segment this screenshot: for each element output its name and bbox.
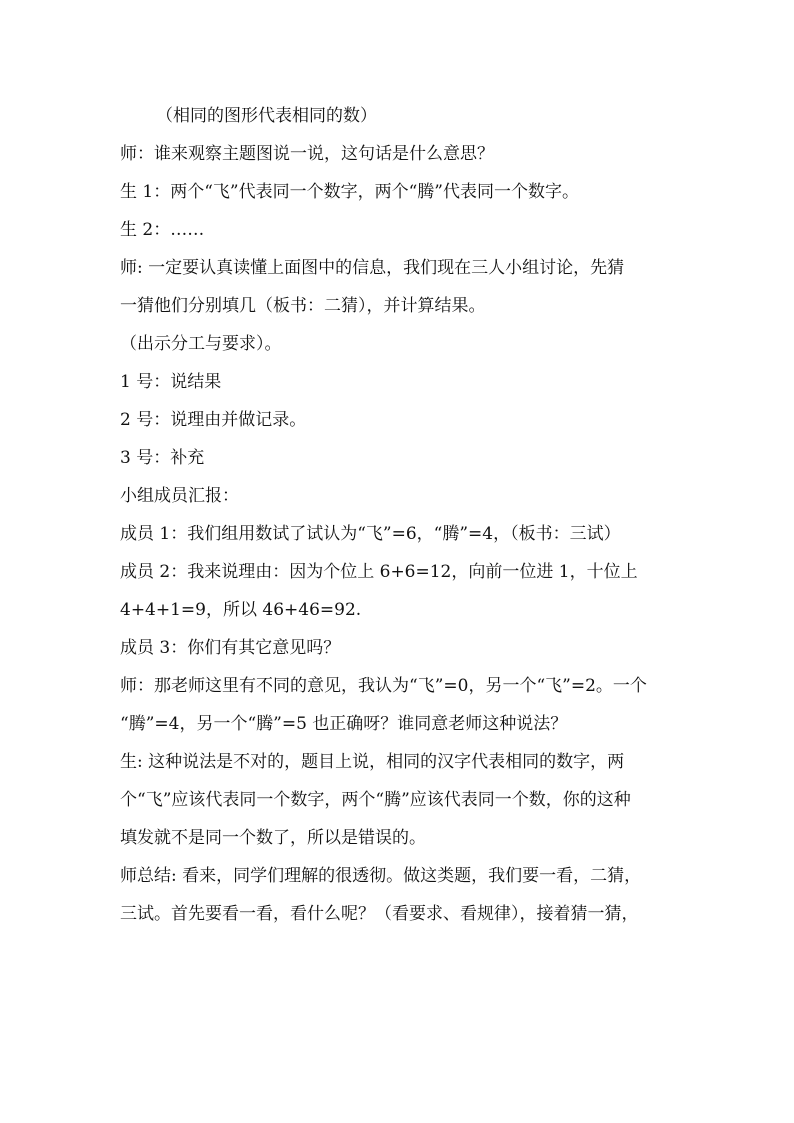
text-line-15: 成员 3：你们有其它意见吗？ [120, 638, 341, 658]
text-line-6: 一猜他们分别填几（板书：二猜），并计算结果。 [120, 296, 486, 316]
text-line-2: 师：谁来观察主题图说一说，这句话是什么意思？ [120, 144, 494, 164]
text-line-3: 生 1：两个“飞”代表同一个数字，两个“腾”代表同一个数字。 [120, 182, 579, 202]
text-line-19: 个“飞”应该代表同一个数字，两个“腾”应该代表同一个数，你的这种 [120, 790, 631, 810]
text-line-5: 师: 一定要认真读懂上面图中的信息，我们现在三人小组讨论，先猜 [120, 258, 625, 278]
text-line-18: 生: 这种说法是不对的，题目上说，相同的汉字代表相同的数字，两 [120, 752, 625, 772]
text-line-22: 三试。首先要看一看，看什么呢？（看要求、看规律），接着猜一猜， [120, 904, 639, 924]
text-line-16: 师：那老师这里有不同的意见，我认为“飞”=0，另一个“飞”=2。一个 [120, 676, 647, 696]
lesson-transcript [120, 97, 680, 933]
text-line-17: “腾”=4，另一个“腾”=5 也正确呀？谁同意老师这种说法？ [120, 714, 568, 734]
text-line-20: 填发就不是同一个数了，所以是错误的。 [120, 828, 426, 848]
text-line-4: 生 2：…… [120, 220, 205, 240]
text-line-9: 2 号：说理由并做记录。 [120, 410, 307, 430]
text-line-7: （出示分工与要求）。 [120, 334, 282, 354]
text-line-10: 3 号：补充 [120, 448, 205, 468]
text-line-21: 师总结: 看来，同学们理解的很透彻。做这类题，我们要一看，二猜， [120, 866, 642, 886]
text-line-1: （相同的图形代表相同的数） [156, 106, 377, 126]
text-line-12: 成员 1：我们组用数试了试认为“飞”=6，“腾”=4，（板书：三试） [120, 524, 621, 544]
text-line-11: 小组成员汇报： [120, 486, 239, 506]
text-line-8: 1 号：说结果 [120, 372, 222, 392]
text-line-13: 成员 2：我来说理由：因为个位上 6+6=12，向前一位进 1，十位上 [120, 562, 638, 582]
text-line-14: 4+4+1=9，所以 46+46=92. [120, 600, 362, 620]
